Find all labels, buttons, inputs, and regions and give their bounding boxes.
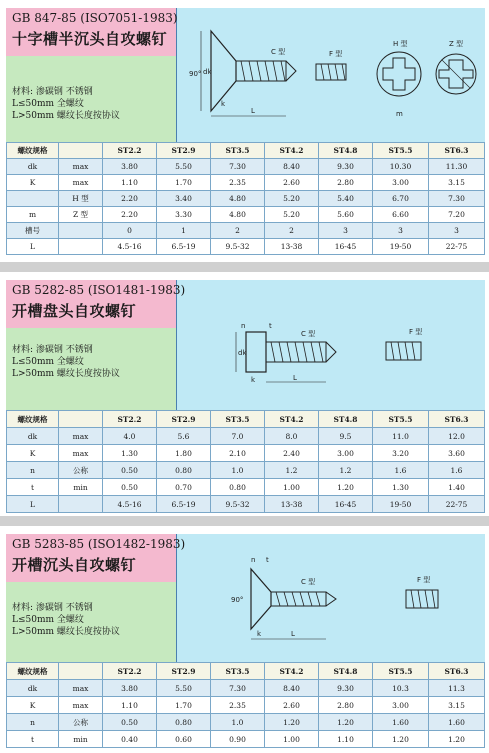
f-type-label: F 型 bbox=[417, 576, 431, 584]
table-header-cell: ST5.5 bbox=[373, 143, 429, 159]
table-cell: 2.35 bbox=[211, 175, 265, 191]
material-line: 材料: 渗碳钢 不锈钢 bbox=[12, 87, 93, 97]
table-cell: Z 型 bbox=[59, 207, 103, 223]
table-cell: 7.0 bbox=[211, 428, 265, 445]
table-cell: 2.10 bbox=[211, 445, 265, 462]
table-header-cell: ST3.5 bbox=[211, 411, 265, 428]
f-type-label: F 型 bbox=[329, 50, 343, 58]
table-cell: 2.40 bbox=[265, 445, 319, 462]
section-gb5283 bbox=[6, 534, 484, 753]
table-cell: 0.50 bbox=[103, 479, 157, 496]
n-label: n bbox=[251, 556, 256, 564]
table-cell: 8.40 bbox=[265, 159, 319, 175]
table-cell: 9.30 bbox=[319, 159, 373, 175]
table-row bbox=[7, 207, 485, 223]
material-line: L≤50mm 全螺纹 bbox=[12, 357, 84, 367]
table-cell: 22-75 bbox=[429, 496, 485, 513]
table-cell: L bbox=[7, 239, 59, 255]
table-cell: 0 bbox=[103, 223, 157, 239]
table-cell: 1.70 bbox=[157, 697, 211, 714]
table-cell: 11.3 bbox=[429, 680, 485, 697]
table-row bbox=[7, 479, 485, 496]
angle-label: 90° bbox=[189, 70, 202, 78]
table-cell: 0.80 bbox=[157, 714, 211, 731]
table-cell: 11.0 bbox=[373, 428, 429, 445]
screw-diagram-countersunk-cross bbox=[181, 16, 481, 136]
table-cell: 7.30 bbox=[211, 159, 265, 175]
table-cell: 13-38 bbox=[265, 239, 319, 255]
product-name: 十字槽半沉头自攻螺钉 bbox=[12, 30, 168, 48]
table-row bbox=[7, 191, 485, 207]
table-cell: min bbox=[59, 731, 103, 748]
table-cell: 4.5-16 bbox=[103, 239, 157, 255]
l-label: L bbox=[293, 374, 297, 382]
table-cell: 2.80 bbox=[319, 697, 373, 714]
table-cell: 1.0 bbox=[211, 714, 265, 731]
table-cell: 10.30 bbox=[373, 159, 429, 175]
table-cell: 1.6 bbox=[429, 462, 485, 479]
z-type-label: Z 型 bbox=[449, 40, 464, 48]
table-row bbox=[7, 697, 485, 714]
table-cell: 1.0 bbox=[211, 462, 265, 479]
dk-label: dk bbox=[238, 349, 247, 357]
h-type-label: H 型 bbox=[393, 40, 408, 48]
table-header-cell: ST4.8 bbox=[319, 411, 373, 428]
table-cell: 3.20 bbox=[373, 445, 429, 462]
standard-number: GB 5283-85 (ISO1482-1983) bbox=[12, 537, 186, 551]
table-header-cell bbox=[59, 663, 103, 680]
table-cell: 公称 bbox=[59, 714, 103, 731]
material-line: 材料: 渗碳钢 不锈钢 bbox=[12, 345, 93, 355]
table-header-cell: ST3.5 bbox=[211, 143, 265, 159]
section-separator bbox=[0, 262, 489, 272]
table-cell: m bbox=[7, 207, 59, 223]
table-cell: 0.50 bbox=[103, 714, 157, 731]
table-cell: 1.60 bbox=[373, 714, 429, 731]
table-cell: 2.80 bbox=[319, 175, 373, 191]
table-cell bbox=[59, 496, 103, 513]
table-cell: 7.20 bbox=[429, 207, 485, 223]
table-cell: 16-45 bbox=[319, 496, 373, 513]
table-row bbox=[7, 445, 485, 462]
table-cell: K bbox=[7, 697, 59, 714]
m-label: m bbox=[396, 110, 403, 118]
table-cell: 6.5-19 bbox=[157, 496, 211, 513]
c-type-label: C 型 bbox=[301, 578, 316, 586]
spec-table bbox=[6, 410, 485, 513]
table-row bbox=[7, 223, 485, 239]
table-header-row bbox=[7, 411, 485, 428]
table-cell: 2.60 bbox=[265, 697, 319, 714]
material-line: 材料: 渗碳钢 不锈钢 bbox=[12, 603, 93, 613]
table-cell bbox=[59, 239, 103, 255]
table-row bbox=[7, 496, 485, 513]
table-cell: 5.6 bbox=[157, 428, 211, 445]
table-cell: min bbox=[59, 479, 103, 496]
table-cell: 13-38 bbox=[265, 496, 319, 513]
table-cell: 槽号 bbox=[7, 223, 59, 239]
table-header-cell: ST2.2 bbox=[103, 411, 157, 428]
table-row bbox=[7, 680, 485, 697]
table-cell: 0.50 bbox=[103, 462, 157, 479]
standard-number: GB 5282-85 (ISO1481-1983) bbox=[12, 283, 186, 297]
table-cell: 3.00 bbox=[373, 697, 429, 714]
table-cell: 19-50 bbox=[373, 239, 429, 255]
table-header-cell: ST6.3 bbox=[429, 143, 485, 159]
table-cell: 1 bbox=[157, 223, 211, 239]
table-cell: 1.20 bbox=[319, 479, 373, 496]
table-cell: 9.30 bbox=[319, 680, 373, 697]
table-cell: max bbox=[59, 697, 103, 714]
table-cell: 4.5-16 bbox=[103, 496, 157, 513]
table-cell: 3.15 bbox=[429, 697, 485, 714]
table-cell: 1.6 bbox=[373, 462, 429, 479]
section-gb5282 bbox=[6, 280, 484, 510]
table-cell: 公称 bbox=[59, 462, 103, 479]
table-cell: 3 bbox=[373, 223, 429, 239]
table-cell: 3.40 bbox=[157, 191, 211, 207]
k-label: k bbox=[251, 376, 256, 384]
table-cell: n bbox=[7, 714, 59, 731]
table-header-cell: 螺纹规格 bbox=[7, 143, 59, 159]
table-header-cell: ST2.2 bbox=[103, 143, 157, 159]
table-cell: K bbox=[7, 175, 59, 191]
screw-diagram-pan-slotted bbox=[181, 300, 481, 410]
table-cell: 5.50 bbox=[157, 159, 211, 175]
table-header-row bbox=[7, 143, 485, 159]
table-cell: 10.3 bbox=[373, 680, 429, 697]
table-cell: L bbox=[7, 496, 59, 513]
table-cell: t bbox=[7, 479, 59, 496]
table-cell: 1.00 bbox=[265, 479, 319, 496]
section-separator bbox=[0, 516, 489, 526]
table-header-cell: 螺纹规格 bbox=[7, 663, 59, 680]
table-cell: 3.80 bbox=[103, 680, 157, 697]
f-type-label: F 型 bbox=[409, 328, 423, 336]
table-header-cell: ST4.2 bbox=[265, 143, 319, 159]
table-cell: 1.20 bbox=[429, 731, 485, 748]
table-cell: 3.80 bbox=[103, 159, 157, 175]
standard-number: GB 847-85 (ISO7051-1983) bbox=[12, 11, 178, 25]
screw-diagram-countersunk-slotted bbox=[181, 544, 481, 659]
spec-table bbox=[6, 142, 485, 255]
table-cell: 2.60 bbox=[265, 175, 319, 191]
table-cell: 5.60 bbox=[319, 207, 373, 223]
table-header-cell: ST6.3 bbox=[429, 663, 485, 680]
table-cell bbox=[59, 223, 103, 239]
table-cell: 4.0 bbox=[103, 428, 157, 445]
table-cell: 1.20 bbox=[319, 714, 373, 731]
angle-label: 90° bbox=[231, 596, 244, 604]
table-cell: 1.10 bbox=[319, 731, 373, 748]
table-header-cell: ST4.8 bbox=[319, 143, 373, 159]
table-header-cell: ST4.2 bbox=[265, 663, 319, 680]
table-cell: 1.2 bbox=[265, 462, 319, 479]
table-cell: dk bbox=[7, 159, 59, 175]
table-header-cell bbox=[59, 411, 103, 428]
table-cell: 3.00 bbox=[373, 175, 429, 191]
table-cell: 3.30 bbox=[157, 207, 211, 223]
table-cell: 2 bbox=[265, 223, 319, 239]
table-cell: 11.30 bbox=[429, 159, 485, 175]
table-cell: 2.20 bbox=[103, 191, 157, 207]
table-cell: 0.40 bbox=[103, 731, 157, 748]
table-cell: 0.80 bbox=[211, 479, 265, 496]
table-header-row bbox=[7, 663, 485, 680]
table-cell: 5.20 bbox=[265, 207, 319, 223]
table-header-cell: ST2.2 bbox=[103, 663, 157, 680]
table-cell: 4.80 bbox=[211, 191, 265, 207]
table-cell: max bbox=[59, 680, 103, 697]
table-cell: 1.30 bbox=[373, 479, 429, 496]
table-header-cell: 螺纹规格 bbox=[7, 411, 59, 428]
table-cell: 1.10 bbox=[103, 175, 157, 191]
k-label: k bbox=[257, 630, 262, 638]
table-row bbox=[7, 175, 485, 191]
material-line: L>50mm 螺纹长度按协议 bbox=[12, 627, 120, 637]
table-cell: 7.30 bbox=[211, 680, 265, 697]
table-cell: 9.5-32 bbox=[211, 239, 265, 255]
table-cell: 1.60 bbox=[429, 714, 485, 731]
table-cell: 5.20 bbox=[265, 191, 319, 207]
table-cell: 22-75 bbox=[429, 239, 485, 255]
c-type-label: C 型 bbox=[271, 48, 286, 56]
l-label: L bbox=[251, 107, 255, 115]
table-cell: 8.40 bbox=[265, 680, 319, 697]
table-cell: 1.70 bbox=[157, 175, 211, 191]
table-cell: 4.80 bbox=[211, 207, 265, 223]
table-cell: 5.40 bbox=[319, 191, 373, 207]
t-label: t bbox=[266, 556, 269, 564]
table-cell: 3.00 bbox=[319, 445, 373, 462]
table-header-cell: ST4.8 bbox=[319, 663, 373, 680]
table-header-cell: ST2.9 bbox=[157, 411, 211, 428]
table-cell: 1.40 bbox=[429, 479, 485, 496]
material-line: L≤50mm 全螺纹 bbox=[12, 99, 84, 109]
table-cell: 8.0 bbox=[265, 428, 319, 445]
table-cell: max bbox=[59, 159, 103, 175]
table-header-cell: ST2.9 bbox=[157, 663, 211, 680]
table-cell: 6.70 bbox=[373, 191, 429, 207]
table-cell: 9.5-32 bbox=[211, 496, 265, 513]
l-label: L bbox=[291, 630, 295, 638]
table-cell: 0.90 bbox=[211, 731, 265, 748]
product-name: 开槽沉头自攻螺钉 bbox=[12, 556, 137, 574]
table-cell: 0.60 bbox=[157, 731, 211, 748]
table-cell: 1.30 bbox=[103, 445, 157, 462]
table-row bbox=[7, 159, 485, 175]
c-type-label: C 型 bbox=[301, 330, 316, 338]
table-cell: 7.30 bbox=[429, 191, 485, 207]
table-cell: 6.60 bbox=[373, 207, 429, 223]
table-cell: 0.70 bbox=[157, 479, 211, 496]
table-cell: 3.60 bbox=[429, 445, 485, 462]
table-cell: 2.20 bbox=[103, 207, 157, 223]
table-row bbox=[7, 239, 485, 255]
table-cell: 2.35 bbox=[211, 697, 265, 714]
section-gb847 bbox=[6, 8, 484, 258]
table-cell: max bbox=[59, 175, 103, 191]
k-label: k bbox=[221, 100, 226, 108]
table-cell: dk bbox=[7, 428, 59, 445]
table-cell: 2 bbox=[211, 223, 265, 239]
table-cell: 3.15 bbox=[429, 175, 485, 191]
table-cell: 6.5-19 bbox=[157, 239, 211, 255]
table-row bbox=[7, 731, 485, 748]
material-notes bbox=[12, 602, 120, 638]
table-cell: 3 bbox=[429, 223, 485, 239]
table-cell: n bbox=[7, 462, 59, 479]
table-cell: 1.2 bbox=[319, 462, 373, 479]
table-cell: max bbox=[59, 428, 103, 445]
table-row bbox=[7, 462, 485, 479]
n-label: n bbox=[241, 322, 246, 330]
table-header-cell: ST5.5 bbox=[373, 411, 429, 428]
table-cell: 1.00 bbox=[265, 731, 319, 748]
table-header-cell: ST2.9 bbox=[157, 143, 211, 159]
table-cell: 1.10 bbox=[103, 697, 157, 714]
table-row bbox=[7, 428, 485, 445]
table-header-cell: ST4.2 bbox=[265, 411, 319, 428]
table-cell: 3 bbox=[319, 223, 373, 239]
table-row bbox=[7, 714, 485, 731]
table-cell: K bbox=[7, 445, 59, 462]
table-cell: 1.80 bbox=[157, 445, 211, 462]
table-header-cell: ST3.5 bbox=[211, 663, 265, 680]
table-cell: 16-45 bbox=[319, 239, 373, 255]
dk-label: dk bbox=[203, 68, 212, 76]
product-name: 开槽盘头自攻螺钉 bbox=[12, 302, 137, 320]
t-label: t bbox=[269, 322, 272, 330]
table-cell: 19-50 bbox=[373, 496, 429, 513]
table-header-cell bbox=[59, 143, 103, 159]
table-cell: dk bbox=[7, 680, 59, 697]
table-header-cell: ST6.3 bbox=[429, 411, 485, 428]
spec-table bbox=[6, 662, 485, 748]
table-cell: 5.50 bbox=[157, 680, 211, 697]
table-cell: t bbox=[7, 731, 59, 748]
table-cell: 0.80 bbox=[157, 462, 211, 479]
table-cell: 12.0 bbox=[429, 428, 485, 445]
table-header-cell: ST5.5 bbox=[373, 663, 429, 680]
material-line: L≤50mm 全螺纹 bbox=[12, 615, 84, 625]
table-cell: 1.20 bbox=[373, 731, 429, 748]
material-notes bbox=[12, 86, 120, 122]
material-notes bbox=[12, 344, 120, 380]
table-cell: 9.5 bbox=[319, 428, 373, 445]
table-cell: max bbox=[59, 445, 103, 462]
table-cell: 1.20 bbox=[265, 714, 319, 731]
table-cell bbox=[7, 191, 59, 207]
material-line: L>50mm 螺纹长度按协议 bbox=[12, 111, 120, 121]
material-line: L>50mm 螺纹长度按协议 bbox=[12, 369, 120, 379]
table-cell: H 型 bbox=[59, 191, 103, 207]
